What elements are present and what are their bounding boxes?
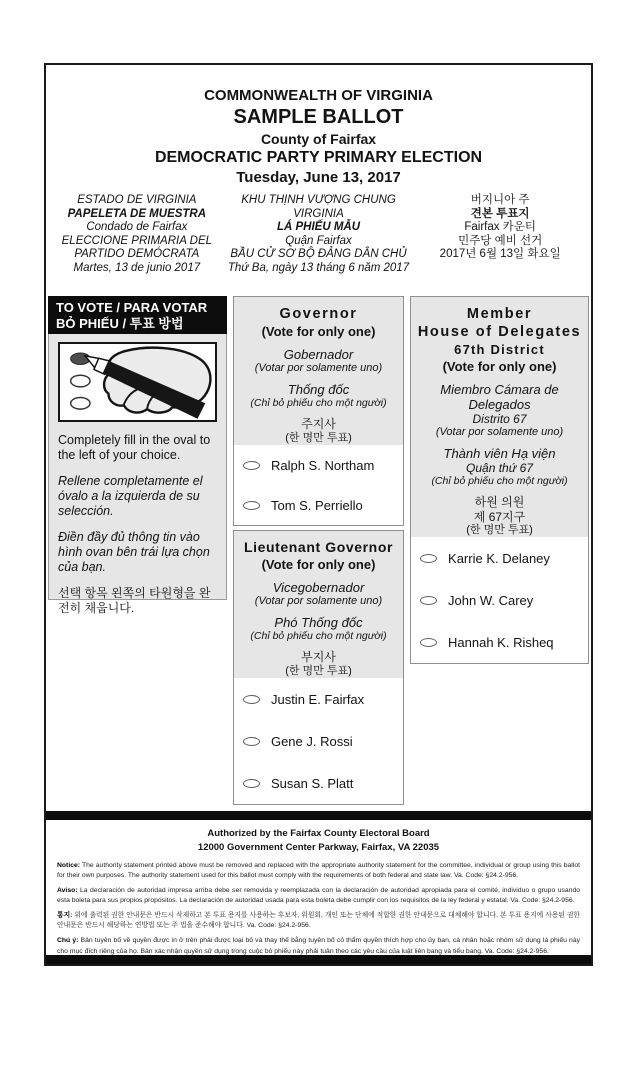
candidate-option[interactable] xyxy=(234,762,403,804)
contest-title-vietnamese: Phó Thống đốc xyxy=(274,615,363,630)
contest-governor xyxy=(233,296,404,526)
contest-title-vietnamese: Thành viên Hạ viện xyxy=(443,446,556,461)
candidate-option[interactable] xyxy=(411,579,588,621)
candidate-name: Susan S. Platt xyxy=(270,775,354,791)
fill-oval-illustration xyxy=(58,342,217,422)
contest-district-vietnamese: Quận thứ 67 xyxy=(466,461,533,475)
ko-line: 2017년 6월 13일 화요일 xyxy=(439,248,561,260)
ko-line: 버지니아 주 xyxy=(470,194,530,206)
title-county: County of Fairfax xyxy=(260,131,377,147)
candidate-name: Karrie K. Delaney xyxy=(448,550,550,566)
candidate-option[interactable] xyxy=(411,621,588,663)
title-commonwealth: COMMONWEALTH OF VIRGINIA xyxy=(204,87,433,104)
vote-instruction-vietnamese: (Chỉ bỏ phiếu cho một người) xyxy=(250,630,387,642)
right-column xyxy=(410,296,589,766)
candidate-name: Justin E. Fairfax xyxy=(270,691,365,707)
legal-notices xyxy=(57,861,580,957)
es-line: PARTIDO DEMÓCRATA xyxy=(74,248,200,260)
lt-governor-candidates xyxy=(234,678,403,804)
contest-title-korean: 부지사 xyxy=(301,650,336,664)
vi-line: VIRGINIA xyxy=(293,207,344,220)
vote-instruction-vietnamese: (Chỉ bỏ phiếu cho một người) xyxy=(250,397,387,409)
contest-district: 67th District xyxy=(454,342,545,357)
es-line: ESTADO DE VIRGINIA xyxy=(77,194,197,206)
contest-title-spanish: Vicegobernador xyxy=(272,580,365,595)
es-line: Martes, 13 de junio 2017 xyxy=(73,261,201,274)
hand-marking-ballot-icon xyxy=(60,344,215,420)
ballot-oval[interactable] xyxy=(420,596,437,605)
contest-delegates-header xyxy=(411,297,588,537)
vote-instruction-spanish: (Votar por solamente uno) xyxy=(435,426,564,438)
ballot-oval[interactable] xyxy=(243,695,260,704)
vote-instruction-spanish: (Votar por solamente uno) xyxy=(254,595,383,607)
vi-line: KHU THỊNH VƯỢNG CHUNG xyxy=(241,194,396,206)
notice-korean xyxy=(57,911,580,932)
title-election: DEMOCRATIC PARTY PRIMARY ELECTION xyxy=(154,149,483,166)
contest-title-korean: 주지사 xyxy=(301,417,336,431)
vi-line: Quận Fairfax xyxy=(285,234,352,247)
contest-title-spanish: Miembro Cámara de Delegados xyxy=(440,382,559,412)
ballot-body xyxy=(48,296,589,791)
contest-district-korean: 제 67지구 xyxy=(473,510,526,524)
es-line: Condado de Fairfax xyxy=(86,221,188,233)
translation-korean xyxy=(409,194,591,275)
to-vote-header xyxy=(48,296,227,334)
instruction-korean: 선택 항목 왼쪽의 타원형을 완전히 채웁니다. xyxy=(58,586,211,615)
contest-lt-governor-header xyxy=(234,531,403,678)
candidate-name: Ralph S. Northam xyxy=(270,457,375,473)
authorization-statement xyxy=(46,827,591,855)
contest-title: Member xyxy=(466,306,533,322)
notice-label: Notice: xyxy=(57,862,81,869)
ko-line: 견본 투표지 xyxy=(470,207,530,220)
es-line: PAPELETA DE MUESTRA xyxy=(67,207,207,220)
notice-text: La declaración de autoridad impresa arriba debe ser removida y reemplazada con la declaración de autoridad apropiada para el comité, individuo o grupo usando esta boleta para sus propios propósitos. La declaración de autoridad usada para esta boleta debe cumplir con los requisitos de la ley federal y estatal. Va. Code: §24.2-956. xyxy=(57,887,580,905)
vi-line: LÁ PHIẾU MẪU xyxy=(276,221,361,233)
instruction-spanish: Rellene completamente el óvalo a la izquierda de su selección. xyxy=(58,474,203,518)
notice-english xyxy=(57,861,580,882)
governor-candidates xyxy=(234,445,403,525)
ko-line: Fairfax 카운티 xyxy=(464,221,537,233)
to-vote-instructions xyxy=(48,334,227,615)
contest-title-korean: 하원 의원 xyxy=(474,495,525,509)
notice-spanish xyxy=(57,886,580,907)
candidate-name: Tom S. Perriello xyxy=(270,497,363,513)
to-vote-header-line2: BỎ PHIẾU / 투표 방법 xyxy=(56,316,184,331)
vote-for-instruction: (Vote for only one) xyxy=(261,324,376,339)
vote-instruction-korean: (한 명만 투표) xyxy=(285,665,352,677)
ballot-title-block xyxy=(46,65,591,187)
ko-line: 민주당 예비 선거 xyxy=(458,234,543,247)
translation-spanish xyxy=(46,194,228,275)
candidate-option[interactable] xyxy=(234,445,403,485)
contest-governor-header xyxy=(234,297,403,445)
candidate-name: John W. Carey xyxy=(448,592,534,608)
candidate-option[interactable] xyxy=(234,720,403,762)
contest-title: Governor xyxy=(279,306,358,322)
notice-vietnamese xyxy=(57,936,580,957)
title-sample-ballot: SAMPLE BALLOT xyxy=(233,106,404,128)
vi-line: Thứ Ba, ngày 13 tháng 6 năm 2017 xyxy=(227,261,410,274)
delegates-candidates xyxy=(411,537,588,663)
vote-instruction-korean: (한 명만 투표) xyxy=(285,432,352,444)
notice-label: Chú ý: xyxy=(57,937,79,945)
ballot-oval[interactable] xyxy=(243,501,260,510)
vote-for-instruction: (Vote for only one) xyxy=(261,557,376,572)
bottom-border-bar xyxy=(46,955,591,964)
instruction-vietnamese: Điền đầy đủ thông tin vào hình ovan bên trái lựa chọn của bạn. xyxy=(58,530,210,574)
ballot-oval[interactable] xyxy=(243,737,260,746)
ballot-oval[interactable] xyxy=(243,779,260,788)
vi-line: BẦU CỬ SƠ BỘ ĐẢNG DÂN CHỦ xyxy=(230,248,407,260)
vote-for-instruction: (Vote for only one) xyxy=(442,359,557,374)
ballot-oval[interactable] xyxy=(420,638,437,647)
notice-label: Aviso: xyxy=(57,887,78,895)
candidate-name: Hannah K. Risheq xyxy=(448,634,554,650)
vote-instruction-vietnamese: (Chỉ bỏ phiếu cho một người) xyxy=(431,475,568,487)
notice-label: 통지: xyxy=(57,912,73,920)
authorized-line2: 12000 Government Center Parkway, Fairfax, VA 22035 xyxy=(197,842,440,853)
instruction-english: Completely fill in the oval to the left of your choice. xyxy=(58,433,211,462)
contest-house-of-delegates xyxy=(410,296,589,664)
middle-column xyxy=(233,296,404,791)
ballot-oval[interactable] xyxy=(243,461,260,470)
contest-title: Lieutenant Governor xyxy=(243,539,394,555)
ballot-oval[interactable] xyxy=(420,554,437,563)
contest-title-spanish: Gobernador xyxy=(283,347,354,362)
translation-vietnamese xyxy=(228,194,410,275)
candidate-option[interactable] xyxy=(411,537,588,579)
vote-instruction-spanish: (Votar por solamente uno) xyxy=(254,362,383,374)
to-vote-column xyxy=(48,296,227,766)
authorized-line1: Authorized by the Fairfax County Electoral Board xyxy=(207,828,430,839)
footer-divider-bar xyxy=(46,811,591,820)
contest-lieutenant-governor xyxy=(233,530,404,805)
title-date: Tuesday, June 13, 2017 xyxy=(236,169,401,186)
candidate-option[interactable] xyxy=(234,678,403,720)
candidate-option[interactable] xyxy=(234,485,403,525)
notice-text: The authority statement printed above must be removed and replaced with the appropriate authority statement for the committee, individual or group using this ballot for their own purposes. The authority statement used for this ballot must comply with the requirements of both federal and state law. Va. Code: §24.2-956. xyxy=(57,862,580,880)
contest-title-vietnamese: Thống đốc xyxy=(287,382,350,397)
es-line: ELECCIONE PRIMARIA DEL xyxy=(61,234,213,247)
candidate-name: Gene J. Rossi xyxy=(270,733,353,749)
notice-text: 위에 출력된 권한 안내문은 반드시 삭제하고 본 투표 용지를 사용하는 후보자, 위원회, 개인 또는 단체에 적합한 권한 안내문으로 대체해야 합니다. 본 투표 용지에 사용된 권한 안내문은 반드시 해당하는 연방법 또는 주 법을 준수해야 합니다. Va. Code: §24.2-956. xyxy=(57,912,580,930)
translation-row xyxy=(46,194,591,275)
sample-ballot-page xyxy=(44,63,593,966)
notice-text: Bản tuyên bố về quyền được in ở trên phải được loại bỏ và thay thế bằng tuyên bố có thẩm quyền thích hợp cho ủy ban, cá nhân hoặc nhóm sử dụng lá phiếu này cho mục đích riêng của họ. Bản xác nhận quyền sử dụng trong cuộc bỏ phiếu này phải tuân theo các yêu cầu của luật liên bang và tiểu bang. Va. Code: §24.2-956. xyxy=(57,937,580,955)
contest-title-line2: House of Delegates xyxy=(417,324,582,340)
to-vote-header-line1: TO VOTE / PARA VOTAR xyxy=(56,300,208,315)
vote-instruction-korean: (한 명만 투표) xyxy=(466,524,533,536)
contest-district-spanish: Distrito 67 xyxy=(472,412,527,426)
